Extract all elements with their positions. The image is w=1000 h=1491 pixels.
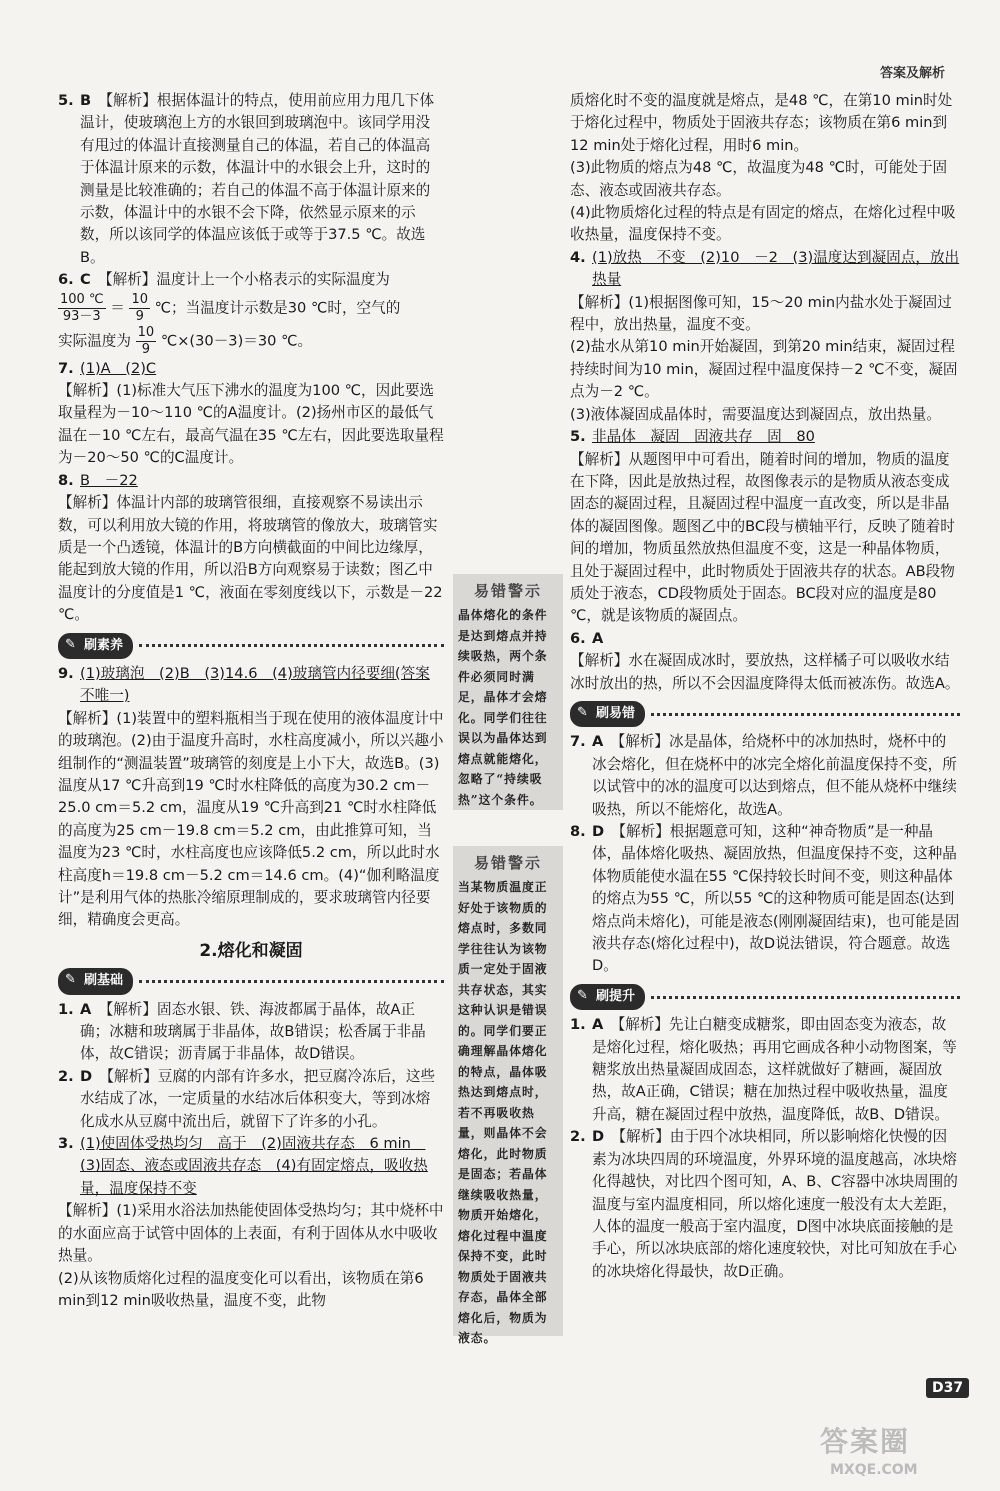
answer-item (58, 269, 444, 357)
item-analysis: 【解析】(1)标准大气压下沸水的温度为100 ℃，因此要选取量程为－10～110 ℃的A温度计。(2)扬州市区的最低气温在－10 ℃左右，最高气温在35 ℃左右，因此要选取量程为－20～50 ℃的C温度计。 (58, 382, 444, 467)
item-number: 9. (58, 664, 74, 682)
item-analysis: 【解析】温度计上一个小格表示的实际温度为 (105, 271, 390, 289)
item-analysis: (3)液体凝固成晶体时，需要温度达到凝固点，放出热量。 (570, 405, 941, 423)
item-answer: C (80, 271, 91, 289)
answer-item (58, 358, 444, 470)
item-number: 3. (58, 1135, 74, 1153)
header-title: 答案及解析 (880, 66, 946, 81)
item-answer: A (592, 629, 604, 647)
error-warning-box (453, 574, 563, 810)
item-analysis: 【解析】从题图甲中可看出，随着时间的增加，物质的温度在下降，因此是放热过程，故图像表示的是物质从液态变成固态的凝固过程，且凝固过程中温度一直改变，所以是非晶体的凝固图像。题图乙中的BC段与横轴平行，反映了随着时间的增加，物质虽然放热但温度不变，这是一种晶体物质，且处于凝固过程中，此时物质处于固液共存的状态。AB段物质处于液态，CD段物质处于固态。BC段对应的温度是80 ℃，就是该物质的凝固点。 (570, 450, 955, 625)
section-header (58, 633, 444, 659)
answer-item (58, 1066, 444, 1133)
item-analysis: 【解析】固态水银、铁、海波都属于晶体，故A正确；冰糖和玻璃属于非晶体，故B错误；松香属于非晶体，故C错误；沥青属于非晶体，故D错误。 (80, 1000, 426, 1063)
answer-item (58, 470, 444, 627)
item-analysis: 【解析】(1)装置中的塑料瓶相当于现在使用的液体温度计中的玻璃泡。(2)由于温度升高时，水柱高度减小，所以兴趣小组制作的“测温装置”玻璃管的刻度是上小下大，故选B。(3)温度从17 ℃升高到19 ℃时水柱降低的高度为30.2 cm－25.0 cm＝5.2 cm，温度从19 ℃升高到21 ℃时水柱降低的高度为25 cm－19.8 cm＝5.2 cm，由此推算可知，当温度为23 ℃时，水柱高度也应该降低5.2 cm，所以此时水柱高度h＝19.8 cm－5.2 cm＝14.6 cm。(4)“伽利略温度计”是利用气体的热胀冷缩原理制成的，要求玻璃管内径要细，精确度会更高。 (58, 709, 444, 929)
error-warning-box (453, 846, 563, 1345)
item-answer: A (80, 1000, 92, 1018)
item-answer: B (80, 92, 92, 109)
item-analysis: 【解析】冰是晶体，给烧杯中的冰加热时，烧杯中的冰会熔化，但在烧杯中的冰完全熔化前温度保持不变，所以试管中的冰的温度可以达到熔点，但不能从烧杯中继续吸热，所以不能熔化，故选A。 (592, 733, 957, 818)
section-title: 2.熔化和凝固 (199, 940, 303, 961)
item-number: 2. (570, 1128, 586, 1146)
equals-sign: ＝ (110, 299, 125, 317)
continued-analysis: (3)此物质的熔点为48 ℃，故温度为48 ℃时，可能处于固态、液态或固液共存态。 (570, 159, 948, 199)
section-header (570, 701, 960, 727)
divider (651, 996, 960, 999)
item-number: 6. (58, 271, 74, 289)
item-analysis: 【解析】豆腐的内部有许多水，把豆腐冷冻后，这些水结成了冰，一定质量的水结冰后体积变大，等到冰熔化成水从豆腐中流出后，就留下了许多的小孔。 (80, 1067, 436, 1130)
item-number: 1. (58, 1000, 74, 1018)
answer-item (58, 999, 444, 1066)
section-header (570, 984, 960, 1010)
item-answer: D (592, 1128, 605, 1146)
item-analysis: ℃；当温度计示数是30 ℃时，空气的 (154, 299, 401, 317)
divider (139, 644, 444, 647)
divider (139, 980, 444, 983)
item-analysis: ℃×(30－3)＝30 ℃。 (160, 332, 313, 350)
item-analysis: 【解析】体温计内部的玻璃管很细，直接观察不易读出示数，可以利用放大镜的作用，将玻璃管的像放大，玻璃管实质是一个凸透镜，体温计的B方向横截面的中间比边缘厚，能起到放大镜的作用，所以沿B方向观察易于读数；图乙中温度计的分度值是1 ℃，液面在零刻度线以下，示数是－22 ℃。 (58, 494, 443, 624)
item-number: 5. (570, 428, 586, 446)
warning-title: 易错警示 (473, 854, 542, 872)
watermark-url: MXQE.COM (830, 1462, 918, 1478)
answer-item (570, 821, 960, 978)
item-analysis: 【解析】先让白糖变成糖浆，即由固态变为液态，故是熔化过程，熔化吸热；再用它画成各种小动物图案，等糖浆放出热量凝固成固态，这样就做好了糖画，凝固放热，故A正确，C错误；糖在加热过程中吸收热量，温度升高，糖在凝固过程中放热，温度降低，故B、D错误。 (592, 1016, 957, 1123)
item-number: 6. (570, 629, 586, 647)
answer-item (570, 1126, 960, 1283)
item-analysis: 【解析】水在凝固成冰时，要放热，这样橘子可以吸收水结冰时放出的热，所以不会因温度降得太低而被冻伤。故选A。 (570, 652, 960, 692)
warning-text: 晶体熔化的条件是达到熔点并持续吸热，两个条件必须同时满足，晶体才会熔化。同学们往往误以为晶体达到熔点就能熔化，忽略了“持续吸热”这个条件。 (458, 608, 548, 807)
continued-analysis: 质熔化时不变的温度就是熔点，是48 ℃，在第10 min时处于熔化过程中，物质处于固液共存态；该物质在第6 min到12 min处于熔化过程，用时6 min。 (570, 92, 953, 154)
section-badge: ✎ 刷易错 (570, 701, 645, 727)
item-answer: (1)玻璃泡 (2)B (3)14.6 (4)玻璃管内径要细(答案不唯一) (80, 664, 430, 705)
item-analysis: 【解析】由于四个冰块相同，所以影响熔化快慢的因素为冰块四周的环境温度，外界环境的温度越高，冰块熔化得越快，对比四个图可知，A、B、C容器中冰块周围的温度与室内温度相同，所以熔化速度一般没有太大差距，人体的温度一般高于室内温度，D图中冰块底面接触的是手心，所以冰块底部的熔化速度较快，对比可知放在手心的冰块熔化得最快，故D正确。 (592, 1128, 958, 1280)
warning-text: 当某物质温度正好处于该物质的熔点时，多数同学往往认为该物质一定处于固液共存状态，其实这种认识是错误的。同学们要正确理解晶体熔化的特点，晶体吸热达到熔点时，若不再吸收热量，则晶体不会熔化，此时物质是固态；若晶体继续吸收热量，物质开始熔化，熔化过程中温度保持不变，此时物质处于固液共存态，晶体全部熔化后，物质为液态。 (458, 880, 548, 1345)
item-answer: (1)使固体受热均匀 高于 (2)固液共存态 6 min (3)固态、液态或固液共存态 (4)有固定熔点，吸收热量，温度保持不变 (80, 1135, 428, 1197)
item-analysis: (2)盐水从第10 min开始凝固，到第20 min结束，凝固过程持续时间为10 min，凝固过程中温度保持－2 ℃不变，凝固点为－2 ℃。 (570, 338, 958, 401)
item-analysis: 【解析】(1)根据图像可知，15～20 min内盐水处于凝固过程中，放出热量，温度不变。 (570, 293, 952, 334)
item-number: 4. (570, 248, 586, 266)
answer-item (58, 1133, 444, 1312)
warning-title: 易错警示 (473, 582, 542, 600)
item-analysis: 【解析】根据体温计的特点，使用前应用力甩几下体温计，使玻璃泡上方的水银回到玻璃泡中。该同学用没有甩过的体温计直接测量自己的体温，若自己的体温高于体温计原来的示数，体温计中的水银会上升，这时的测量是比较准确的；若自己的体温不高于体温计原来的示数，体温计中的水银不会下降，依然显示原来的示数，所以该同学的体温应该低于或等于37.5 ℃。故选B。 (80, 92, 435, 266)
item-answer: A (592, 1016, 604, 1034)
item-answer: (1)放热 不变 (2)10 －2 (3)温度达到凝固点，放出热量 (592, 248, 960, 289)
right-column (570, 90, 960, 1283)
item-analysis: 【解析】(1)采用水浴法加热能使固体受热均匀；其中烧杯中的水面应高于试管中固体的上表面，有利于固体从水中吸收热量。 (58, 1202, 444, 1265)
continued-analysis: (4)此物质熔化过程的特点是有固定的熔点，在熔化过程中吸收热量，温度保持不变。 (570, 204, 956, 244)
page-number: D37 (926, 1378, 969, 1398)
answer-item (58, 90, 444, 269)
left-column (58, 90, 444, 1312)
section-badge: ✎ 刷基础 (58, 968, 133, 994)
item-number: 5. (58, 92, 74, 109)
item-answer: D (592, 823, 605, 840)
item-answer: (1)A (2)C (80, 359, 157, 377)
item-answer: 非晶体 凝固 固液共存 固 80 (592, 428, 815, 446)
item-analysis: 【解析】根据题意可知，这种“神奇物质”是一种晶体，晶体熔化吸热、凝固放热，但温度保持不变，这种晶体物质能使水温在55 ℃保持较长时间不变，则这种晶体的熔点为55 ℃，所以55 ℃的这种物质可能是固态(达到熔点尚未熔化)，可能是液态(刚刚凝固结束)，也可能是固液共存态(熔化过程中)，故D说法错误，符合题意。故选D。 (592, 823, 960, 975)
section-header (58, 968, 444, 994)
answer-item (570, 731, 960, 821)
answer-item (58, 663, 444, 932)
item-answer: A (592, 733, 604, 751)
divider (651, 713, 960, 716)
section-badge: ✎ 刷素养 (58, 633, 133, 659)
fraction: $\frac{100 ℃}{93-3}$ (60, 291, 104, 324)
answer-item (570, 426, 960, 628)
item-number: 2. (58, 1067, 74, 1085)
item-analysis: (2)从该物质熔化过程的温度变化可以看出，该物质在第6 min到12 min吸收热量，温度不变，此物 (58, 1269, 424, 1309)
fraction: $\frac{10}{9}$ (137, 324, 155, 357)
watermark-logo: 答案圈 (820, 1425, 911, 1458)
answer-item (570, 247, 960, 426)
item-number: 7. (58, 359, 74, 377)
item-number: 8. (570, 823, 586, 840)
item-number: 7. (570, 733, 586, 751)
item-number: 8. (58, 471, 74, 489)
item-number: 1. (570, 1016, 586, 1034)
answer-item (570, 628, 960, 695)
item-analysis: 实际温度为 (58, 332, 131, 350)
item-answer: B －22 (80, 471, 138, 489)
section-badge: ✎ 刷提升 (570, 984, 645, 1010)
item-answer: D (80, 1067, 93, 1085)
fraction: $\frac{10}{9}$ (131, 291, 148, 324)
answer-item (570, 1014, 960, 1126)
